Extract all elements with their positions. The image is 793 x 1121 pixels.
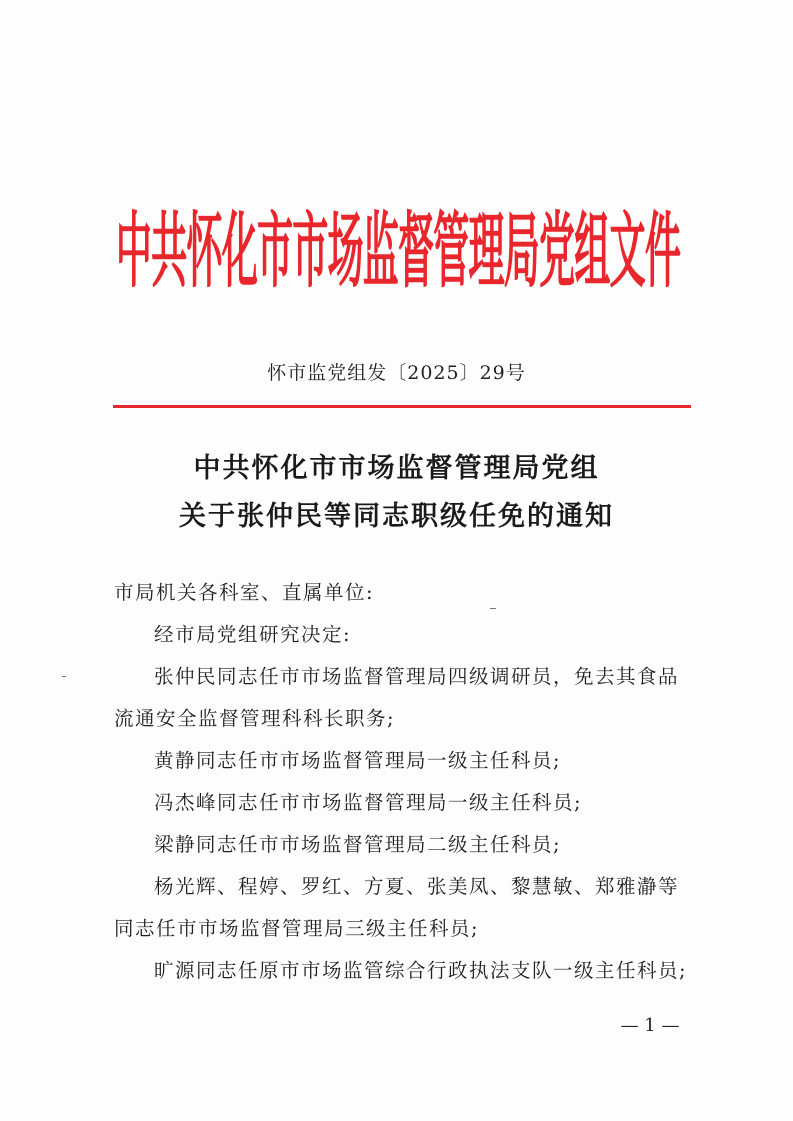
body-paragraph: 经市局党组研究决定:	[154, 623, 352, 646]
scan-speck	[490, 608, 496, 609]
notice-title-line-2: 关于张仲民等同志职级任免的通知	[179, 501, 614, 532]
masthead	[110, 196, 686, 299]
notice-title-line-1: 中共怀化市市场监督管理局党组	[193, 453, 600, 484]
page-number: — 1 —	[620, 1015, 680, 1036]
body-paragraph: 冯杰峰同志任市市场监督管理局一级主任科员;	[154, 791, 583, 814]
body-paragraph-continuation: 同志任市市场监督管理局三级主任科员;	[114, 917, 480, 940]
body-paragraph: 杨光辉、程婷、罗红、方夏、张美凤、黎慧敏、郑雅瀞等	[154, 875, 680, 898]
body-paragraph: 张仲民同志任市市场监督管理局四级调研员，免去其食品	[154, 665, 680, 688]
masthead-title: 中共怀化市市场监督管理局党组文件	[115, 203, 681, 299]
body-paragraph: 梁静同志任市市场监督管理局二级主任科员;	[154, 833, 562, 856]
document-number: 怀市监党组发〔2025〕29号	[267, 362, 526, 384]
red-divider-line	[113, 405, 691, 408]
body-paragraph: 旷源同志任原市市场监管综合行政执法支队一级主任科员;	[154, 959, 688, 982]
body-paragraph: 黄静同志任市市场监督管理局一级主任科员;	[154, 749, 562, 772]
body-paragraph-continuation: 流通安全监督管理科科长职务;	[114, 707, 396, 730]
scan-speck	[62, 676, 66, 677]
salutation: 市局机关各科室、直属单位:	[114, 581, 375, 604]
